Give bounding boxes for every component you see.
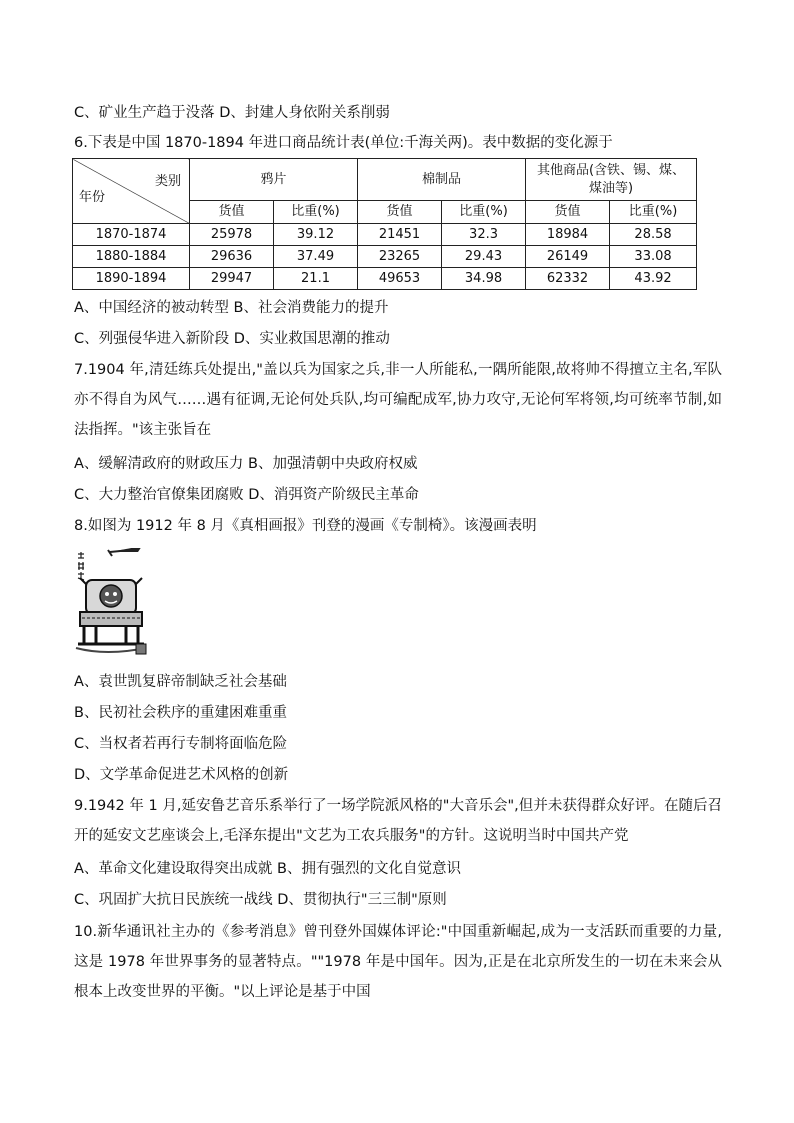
corner-year-label: 年份 xyxy=(79,190,106,205)
subheader-value: 货值 xyxy=(526,201,610,224)
table-cell: 29947 xyxy=(190,268,274,290)
import-statistics-table xyxy=(72,158,697,290)
table-cell: 21451 xyxy=(358,224,442,246)
q10-stem: 10.新华通讯社主办的《参考消息》曾刊登外国媒体评论:"中国重新崛起,成为一支活跃而重要的力量,这是 1978 年世界事务的显著特点。""1978 年是中国年。因为,正是在北京所发生的一切在未来会从根本上改变世界的平衡。"以上评论是基于中国 xyxy=(74,924,722,1000)
q5-options-cd: C、矿业生产趋于没落 D、封建人身依附关系削弱 xyxy=(74,105,390,121)
table-cell: 62332 xyxy=(526,268,610,290)
table-cell: 18984 xyxy=(526,224,610,246)
table-row xyxy=(73,268,697,290)
cartoon-title-calligraphy xyxy=(78,552,84,580)
table-cell: 49653 xyxy=(358,268,442,290)
table-cell: 39.12 xyxy=(274,224,358,246)
group-header-cotton: 棉制品 xyxy=(358,159,526,201)
subheader-value: 货值 xyxy=(358,201,442,224)
table-cell: 26149 xyxy=(526,246,610,268)
table-cell: 25978 xyxy=(190,224,274,246)
row-year: 1880-1884 xyxy=(73,246,190,268)
q9-stem: 9.1942 年 1 月,延安鲁艺音乐系举行了一场学院派风格的"大音乐会",但并未获得群众好评。在随后召开的延安文艺座谈会上,毛泽东提出"文艺为工农兵服务"的方针。这说明当时中国共产党 xyxy=(74,798,722,844)
table-cell: 28.58 xyxy=(610,224,697,246)
q8-stem: 8.如图为 1912 年 8 月《真相画报》刊登的漫画《专制椅》。该漫画表明 xyxy=(74,518,537,534)
q8-option-d: D、文学革命促进艺术风格的创新 xyxy=(74,767,289,783)
table-cell: 32.3 xyxy=(442,224,526,246)
q8-option-a: A、袁世凯复辟帝制缺乏社会基础 xyxy=(74,674,287,690)
group-header-opium: 鸦片 xyxy=(190,159,358,201)
table-cell: 29636 xyxy=(190,246,274,268)
subheader-share: 比重(%) xyxy=(274,201,358,224)
subheader-share: 比重(%) xyxy=(610,201,697,224)
q6-stem: 6.下表是中国 1870-1894 年进口商品统计表(单位:千海关两)。表中数据的变化源于 xyxy=(74,135,613,151)
row-year: 1890-1894 xyxy=(73,268,190,290)
corner-category-label: 类别 xyxy=(154,174,181,189)
q9-options-cd: C、巩固扩大抗日民族统一战线 D、贯彻执行"三三制"原则 xyxy=(74,892,447,908)
q6-options-cd: C、列强侵华进入新阶段 D、实业救国思潮的推动 xyxy=(74,331,390,347)
table-cell: 29.43 xyxy=(442,246,526,268)
cartoon-despotic-chair-icon xyxy=(70,548,152,660)
table-cell: 37.49 xyxy=(274,246,358,268)
q6-options-ab: A、中国经济的被动转型 B、社会消费能力的提升 xyxy=(74,300,389,316)
table-cell: 23265 xyxy=(358,246,442,268)
table-row xyxy=(73,224,697,246)
q7-options-cd: C、大力整治官僚集团腐败 D、消弭资产阶级民主革命 xyxy=(74,487,419,503)
table-cell: 21.1 xyxy=(274,268,358,290)
table-cell: 43.92 xyxy=(610,268,697,290)
q7-options-ab: A、缓解清政府的财政压力 B、加强清朝中央政府权威 xyxy=(74,456,418,472)
table-cell: 33.08 xyxy=(610,246,697,268)
q8-option-c: C、当权者若再行专制将面临危险 xyxy=(74,736,288,752)
row-year: 1870-1874 xyxy=(73,224,190,246)
q7-stem: 7.1904 年,清廷练兵处提出,"盖以兵为国家之兵,非一人所能私,一隅所能限,故将帅不得擅立主名,军队亦不得自为风气……遇有征调,无论何处兵队,均可编配成军,协力攻守,无论何军将领,均可统率节制,如法指挥。"该主张旨在 xyxy=(74,362,722,438)
group-header-other: 其他商品(含铁、锡、煤、煤油等) xyxy=(526,159,697,201)
table-row xyxy=(73,246,697,268)
table-cell: 34.98 xyxy=(442,268,526,290)
q9-options-ab: A、革命文化建设取得突出成就 B、拥有强烈的文化自觉意识 xyxy=(74,861,461,877)
subheader-value: 货值 xyxy=(190,201,274,224)
table-corner-cell xyxy=(73,159,190,224)
subheader-share: 比重(%) xyxy=(442,201,526,224)
q8-option-b: B、民初社会秩序的重建困难重重 xyxy=(74,705,287,721)
